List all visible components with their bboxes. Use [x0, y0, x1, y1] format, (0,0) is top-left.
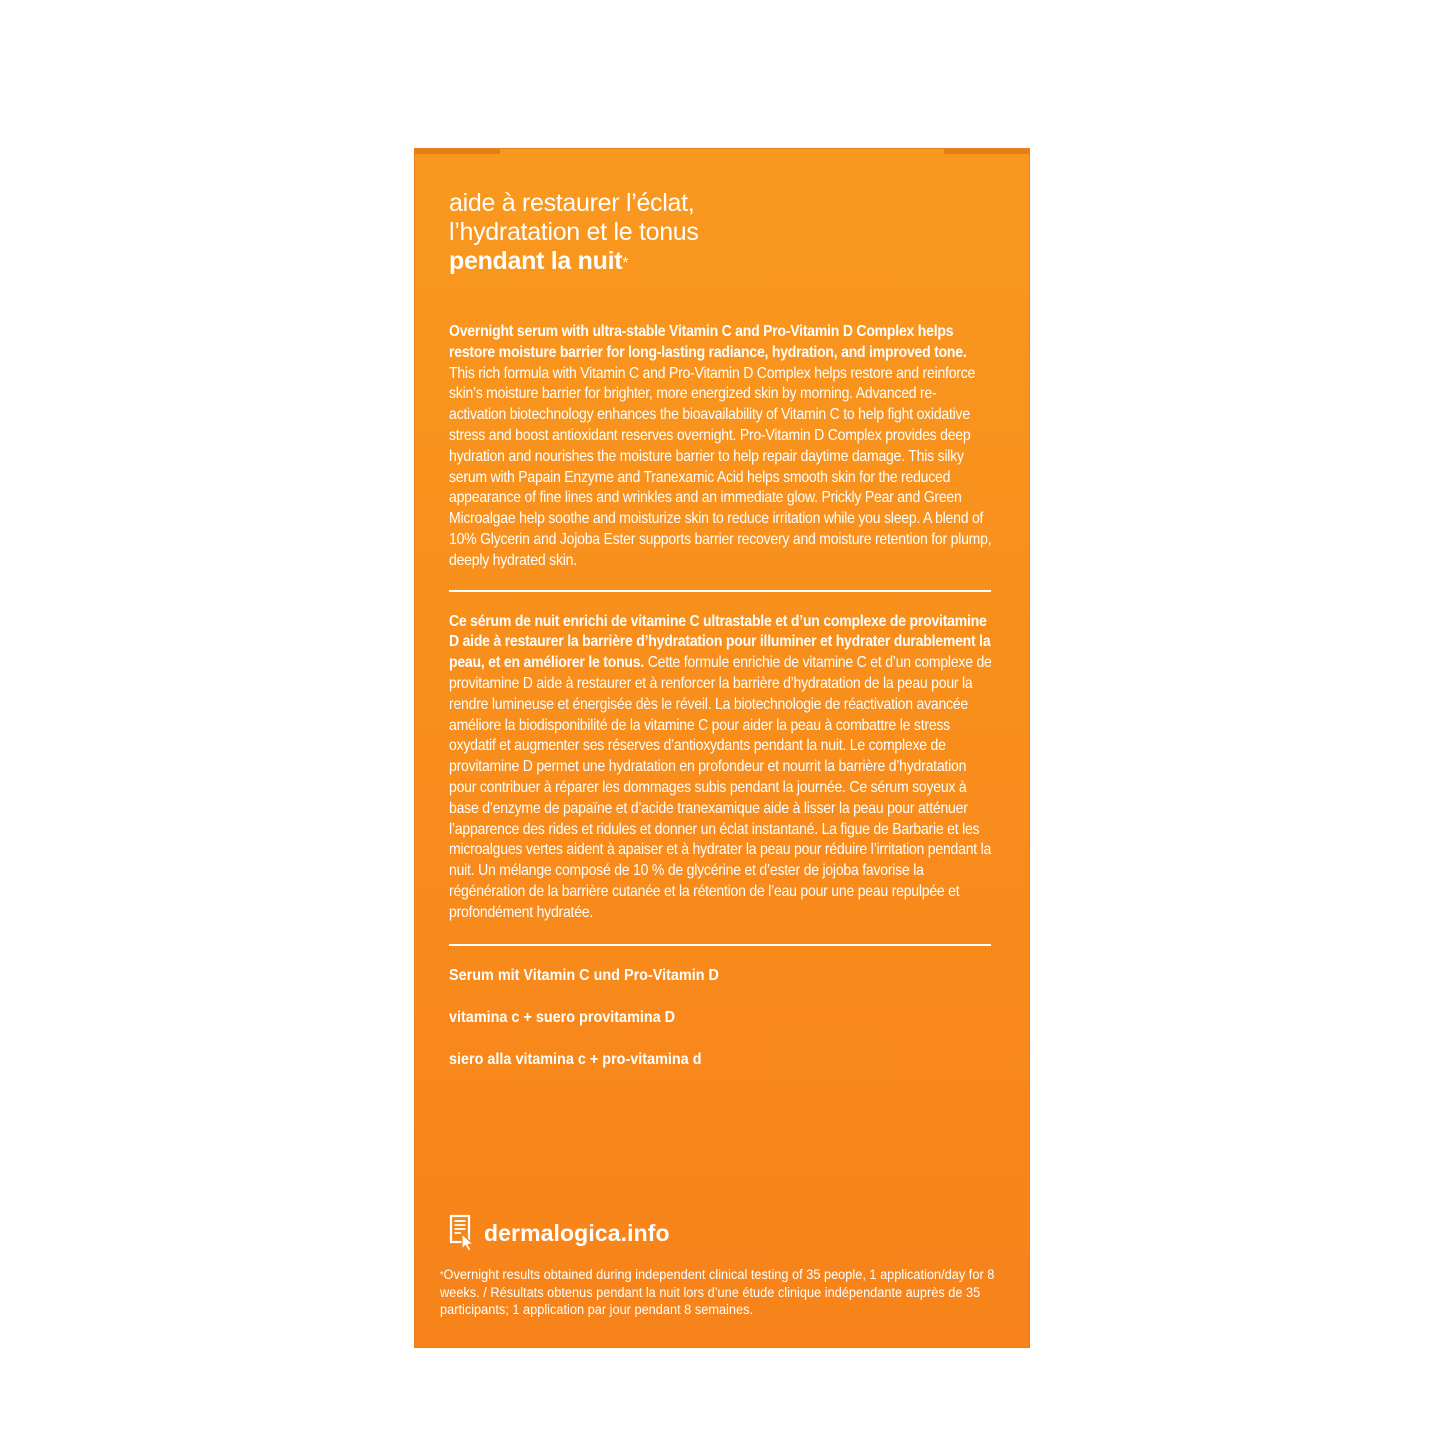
footnote-text: Overnight results obtained during independent clinical testing of 35 people, 1 application/day for 8 weeks. / Résultats obtenus pendant la nuit lors d’une étude clinique indépendante auprès de 35 participants; 1 application par jour pendant 8 semaines.: [440, 1267, 995, 1318]
english-body-text: This rich formula with Vitamin C and Pro-Vitamin D Complex helps restore and reinforce skin’s moisture barrier for brighter, more energized skin by morning. Advanced re-activation biotechnology enhances the bioavailability of Vitamin C to help fight oxidative stress and boost antioxidant reserves overnight. Pro-Vitamin D Complex provides deep hydration and nourishes the moisture barrier to help repair daytime damage. This silky serum with Papain Enzyme and Tranexamic Acid helps smooth skin for the reduced appearance of fine lines and wrinkles and an immediate glow. Prickly Pear and Green Microalgae help soothe and moisturize skin to reduce irritation while you sleep. A blend of 10% Glycerin and Jojoba Ester supports barrier recovery and moisture retention for plump, deeply hydrated skin.: [449, 364, 992, 569]
headline-line-3: [449, 247, 991, 276]
french-body-text: Cette formule enrichie de vitamine C et d’un complexe de provitamine D aide à restaurer et à renforcer la barrière d’hydratation de la peau pour la rendre lumineuse et énergisée dès le réveil. La biotechnologie de réactivation avancée améliore la biodisponibilité de la vitamine C pour aider la peau à combattre le stress oxydatif et augmenter ses réserves d’antioxydants pendant la nuit. Le complexe de provitamine D permet une hydratation en profondeur et nourrit la barrière d’hydratation pour contribuer à réparer les dommages subis pendant la journée. Ce sérum soyeux à base d’enzyme de papaïne et d’acide tranexamique aide à lisser la peau pour atténuer l’apparence des rides et ridules et donner un éclat instantané. La figue de Barbarie et les microalgues vertes aident à apaiser et à hydrater la peau pour réduire l’irritation pendant la nuit. Un mélange composé de 10 % de glycérine et d’ester de jojoba favorise la régénération de la barrière cutanée et la rétention de l’eau pour une peau repulpée et profondément hydratée.: [449, 654, 992, 921]
divider-2: [449, 944, 991, 946]
website-link[interactable]: [449, 1214, 670, 1252]
french-description: [449, 612, 993, 924]
headline: [449, 189, 991, 276]
box-content: [449, 189, 991, 1070]
divider-1: [449, 590, 991, 592]
english-bold-intro: Overnight serum with ultra-stable Vitamin C and Pro-Vitamin D Complex helps restore moisture barrier for long-lasting radiance, hydration, and improved tone.: [449, 323, 967, 361]
website-text: dermalogica.info: [484, 1219, 670, 1246]
product-box-panel: [414, 148, 1030, 1348]
document-cursor-icon: [449, 1214, 477, 1252]
german-product-name: Serum mit Vitamin C und Pro-Vitamin D: [449, 966, 719, 984]
headline-line-1: aide à restaurer l’éclat,: [449, 189, 695, 217]
footnote-asterisk: *: [440, 1270, 444, 1281]
box-flap-notch-left: [415, 149, 500, 154]
english-description: [449, 322, 993, 572]
headline-line-2: l’hydratation et le tonus: [449, 218, 699, 246]
italian-product-name: siero alla vitamina c + pro-vitamina d: [449, 1050, 702, 1068]
french-bold-intro: Ce sérum de nuit enrichi de vitamine C ultrastable et d’un complexe de provitamine D aide à restaurer la barrière d’hydratation pour illuminer et hydrater durablement la peau, et en améliorer le tonus.: [449, 612, 991, 672]
spanish-product-name: vitamina c + suero provitamina D: [449, 1008, 676, 1026]
footnote: [440, 1267, 998, 1320]
box-flap-notch-right: [944, 149, 1029, 154]
headline-bold-text: pendant la nuit: [449, 247, 623, 275]
headline-asterisk: *: [622, 255, 629, 272]
